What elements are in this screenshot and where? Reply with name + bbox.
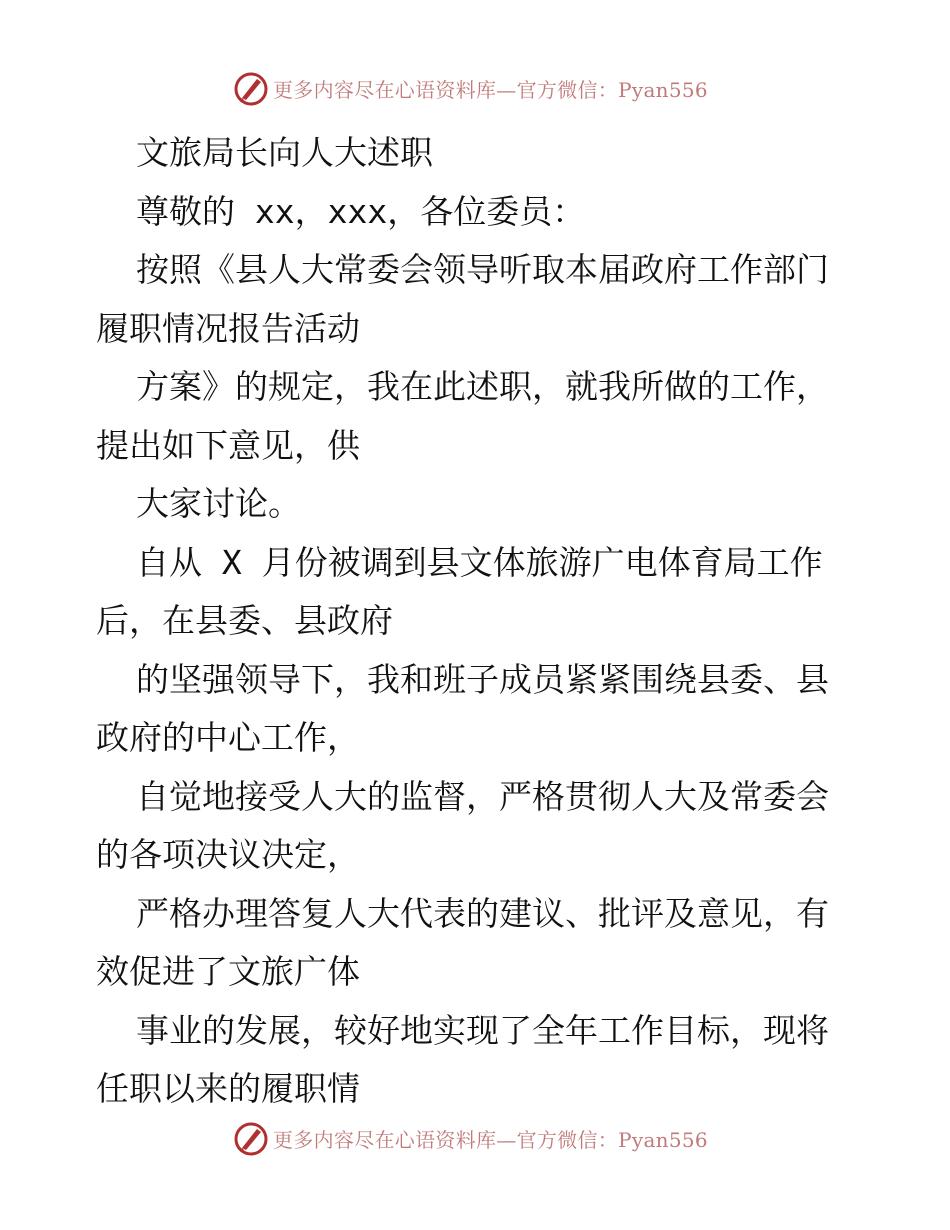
- document-title: 文旅局长向人大述职: [136, 133, 433, 172]
- text-line: 后，在县委、县政府: [96, 601, 393, 640]
- document-body: [96, 124, 856, 1119]
- text-line: 的坚强领导下，我和班子成员紧紧围绕县委、县: [136, 659, 829, 699]
- text-line: 方案》的规定，我在此述职，就我所做的工作，: [136, 367, 829, 406]
- text-line: 提出如下意见，供: [96, 425, 360, 465]
- quill-logo-icon: [233, 1121, 269, 1157]
- text-line: 效促进了文旅广体: [96, 952, 360, 991]
- text-line: 自从 X 月份被调到县文体旅游广电体育局工作: [136, 542, 823, 582]
- text-line: 大家讨论。: [136, 484, 301, 523]
- text-line: 严格办理答复人大代表的建议、批评及意见，有: [136, 893, 829, 933]
- header-banner-text: 更多内容尽在心语资料库—官方微信：Pyan556: [273, 78, 708, 102]
- text-line: 履职情况报告活动: [96, 308, 360, 348]
- footer-watermark-banner: [0, 1120, 950, 1160]
- footer-banner-text: 更多内容尽在心语资料库—官方微信：Pyan556: [273, 1128, 708, 1152]
- quill-logo-icon: [233, 71, 269, 107]
- text-line: 政府的中心工作，: [96, 718, 360, 757]
- header-watermark-banner: [0, 70, 950, 110]
- text-line: 任职以来的履职情: [96, 1069, 360, 1108]
- text-line: 自觉地接受人大的监督，严格贯彻人大及常委会: [136, 776, 829, 816]
- salutation-line: 尊敬的 xx，xxx，各位委员：: [136, 191, 586, 231]
- text-line: 按照《县人大常委会领导听取本届政府工作部门: [136, 250, 829, 289]
- text-line: 事业的发展，较好地实现了全年工作目标，现将: [136, 1010, 829, 1050]
- text-line: 的各项决议决定，: [96, 835, 360, 874]
